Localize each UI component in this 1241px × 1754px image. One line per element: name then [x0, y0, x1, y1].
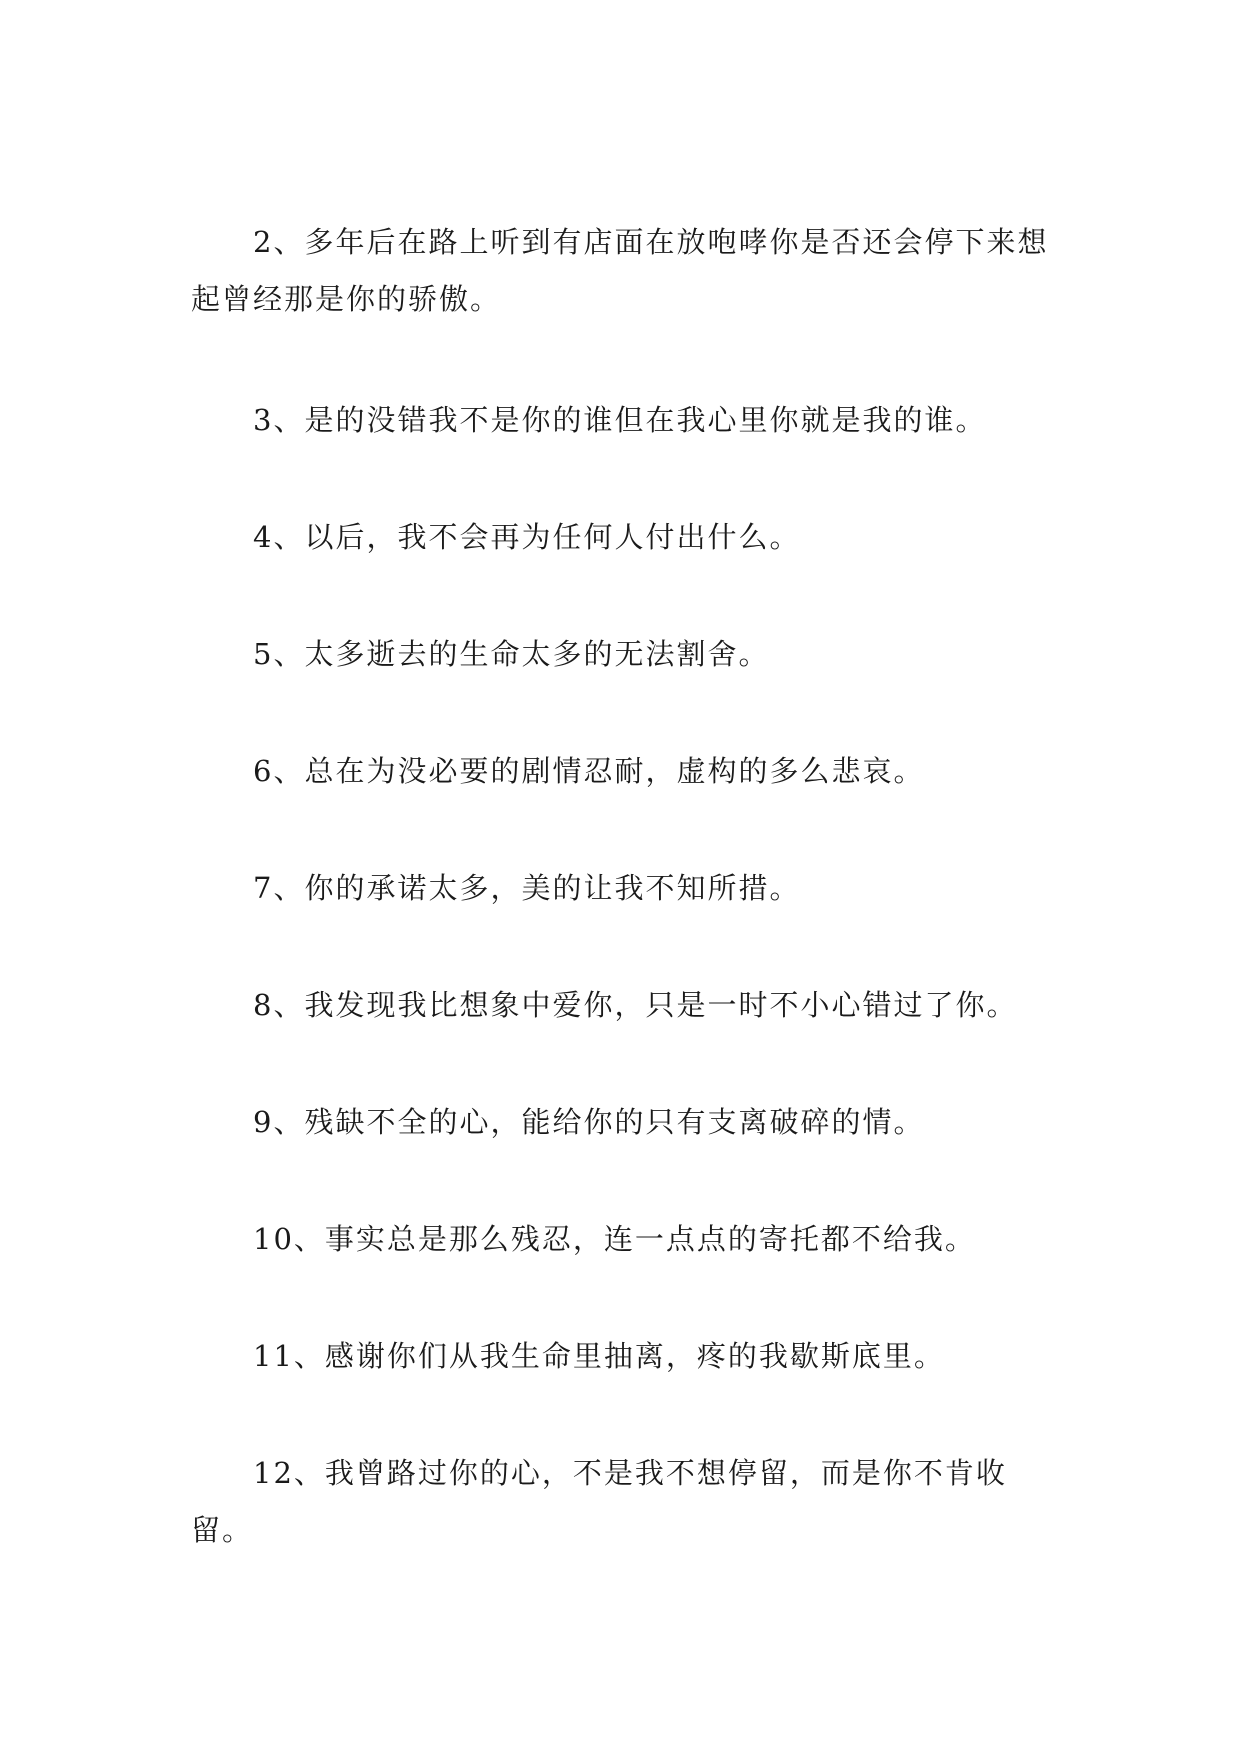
paragraph-3: 3、是的没错我不是你的谁但在我心里你就是我的谁。 — [253, 403, 987, 437]
paragraph-4: 4、以后，我不会再为任何人付出什么。 — [253, 520, 801, 554]
paragraph-10: 10、事实总是那么残忍，连一点点的寄托都不给我。 — [253, 1222, 976, 1256]
paragraph-6: 6、总在为没必要的剧情忍耐，虚构的多么悲哀。 — [253, 754, 925, 788]
paragraph-12: 12、我曾路过你的心，不是我不想停留，而是你不肯收留。 — [191, 1456, 1007, 1547]
paragraph-8: 8、我发现我比想象中爱你，只是一时不小心错过了你。 — [253, 988, 1018, 1022]
paragraph-7: 7、你的承诺太多，美的让我不知所措。 — [253, 871, 801, 905]
paragraph-5: 5、太多逝去的生命太多的无法割舍。 — [253, 637, 770, 671]
paragraph-2: 2、多年后在路上听到有店面在放咆哮你是否还会停下来想起曾经那是你的骄傲。 — [191, 225, 1049, 316]
paragraph-11: 11、感谢你们从我生命里抽离，疼的我歇斯底里。 — [253, 1339, 945, 1373]
paragraph-9: 9、残缺不全的心，能给你的只有支离破碎的情。 — [253, 1105, 925, 1139]
